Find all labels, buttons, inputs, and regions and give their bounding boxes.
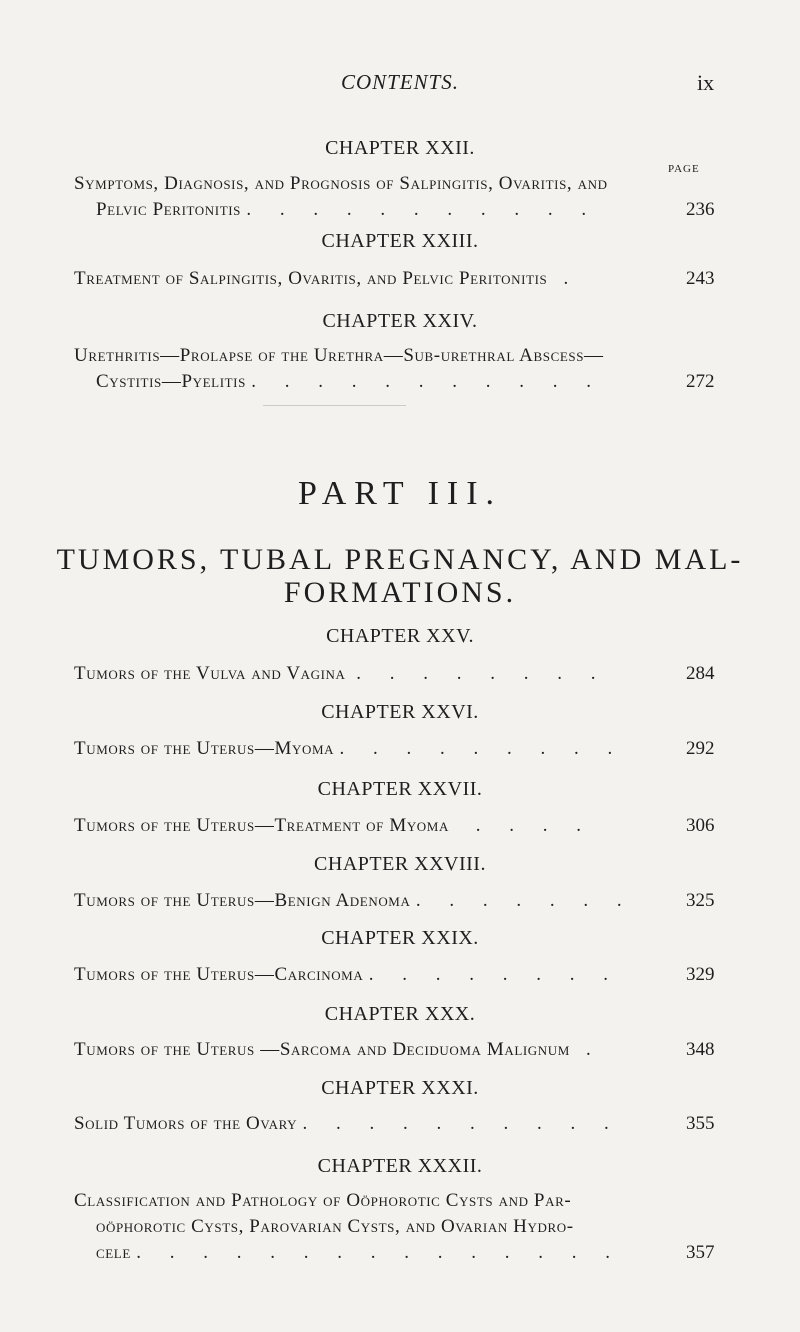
entry-title-text: Tumors of the Uterus—Benign Adenoma <box>74 890 411 911</box>
leader-dots: . . . . . . . . . . . . . . . <box>136 1242 623 1263</box>
entry-title-text: Treatment of Salpingitis, Ovaritis, and Pelvic Peritonitis <box>74 268 548 289</box>
chapter-heading: CHAPTER XXIX. <box>321 927 479 949</box>
entry-title-text: Tumors of the Uterus—Carcinoma <box>74 964 364 985</box>
entry-title-line <box>74 197 684 223</box>
part-title: PART III. <box>297 475 503 512</box>
entry-page-number: 329 <box>686 964 715 985</box>
leader-dots: . . . . . . . . . <box>339 738 625 759</box>
entry-title-line <box>74 369 684 395</box>
entry-page-number: 272 <box>686 371 715 392</box>
entry-title-text: Tumors of the Vulva and Vagina <box>74 663 346 684</box>
entry-page-number: 325 <box>686 890 715 911</box>
toc-entry[interactable] <box>74 661 684 687</box>
chapter-heading: CHAPTER XXVII. <box>317 778 483 800</box>
entry-title-text: Solid Tumors of the Ovary <box>74 1113 298 1134</box>
leader-dots: . . . . . . . . <box>356 663 608 684</box>
entry-title-line: oöphorotic Cysts, Parovarian Cysts, and Ovarian Hydro- <box>96 1216 574 1237</box>
entry-title-line <box>74 661 684 687</box>
leader-dots: . <box>585 1039 603 1060</box>
chapter-heading: CHAPTER XXIII. <box>321 230 479 252</box>
entry-title-line <box>74 888 684 914</box>
leader-dots: . . . . . . . . . . <box>302 1113 621 1134</box>
running-title: CONTENTS. <box>340 70 460 94</box>
entry-title-line: Classification and Pathology of Oöphorotic Cysts and Par- <box>74 1190 572 1211</box>
entry-title-text: Tumors of the Uterus—Treatment of Myoma <box>74 815 449 836</box>
chapter-heading: CHAPTER XXX. <box>324 1003 476 1025</box>
entry-title-line <box>74 1240 684 1266</box>
page-number: ix <box>697 70 715 95</box>
chapter-heading: CHAPTER XXXI. <box>321 1077 479 1099</box>
part-subtitle: TUMORS, TUBAL PREGNANCY, AND MAL- <box>56 543 744 576</box>
chapter-heading: CHAPTER XXXII. <box>317 1155 483 1177</box>
toc-entry[interactable] <box>74 1037 684 1063</box>
leader-dots: . . . . . . . . . . . <box>251 371 604 392</box>
entry-page-number: 357 <box>686 1242 715 1263</box>
leader-dots: . . . . <box>475 815 593 836</box>
running-head <box>0 70 800 100</box>
entry-title-line: Symptoms, Diagnosis, and Prognosis of Salpingitis, Ovaritis, and <box>74 173 608 194</box>
page-column-label: PAGE <box>668 163 700 175</box>
entry-title-line <box>74 736 684 762</box>
toc-entry[interactable] <box>74 813 684 839</box>
entry-title-line <box>74 813 684 839</box>
chapter-heading: CHAPTER XXVI. <box>321 701 479 723</box>
section-divider <box>263 405 406 406</box>
entry-page-number: 306 <box>686 815 715 836</box>
entry-title-line: Urethritis—Prolapse of the Urethra—Sub-urethral Abscess— <box>74 345 604 366</box>
entry-title-line <box>74 266 684 292</box>
entry-page-number: 292 <box>686 738 715 759</box>
chapter-heading: CHAPTER XXII. <box>325 137 475 159</box>
toc-entry[interactable] <box>74 888 684 914</box>
entry-title-text: Tumors of the Uterus —Sarcoma and Deciduoma Malignum <box>74 1039 570 1060</box>
leader-dots: . <box>563 268 581 289</box>
entry-title-line <box>74 1111 684 1137</box>
toc-entry[interactable] <box>74 171 684 223</box>
entry-title-text: cele <box>96 1242 131 1263</box>
leader-dots: . . . . . . . . <box>368 964 620 985</box>
entry-title-line <box>74 1037 684 1063</box>
toc-entry[interactable] <box>74 343 684 395</box>
chapter-heading: CHAPTER XXIV. <box>322 310 478 332</box>
entry-page-number: 243 <box>686 268 715 289</box>
part-subtitle: FORMATIONS. <box>283 576 517 609</box>
chapter-heading: CHAPTER XXV. <box>326 625 474 647</box>
chapter-heading: CHAPTER XXVIII. <box>314 853 486 875</box>
entry-page-number: 236 <box>686 199 715 220</box>
entry-title-text: Cystitis—Pyelitis <box>96 371 246 392</box>
entry-page-number: 348 <box>686 1039 715 1060</box>
toc-entry[interactable] <box>74 1111 684 1137</box>
toc-entry[interactable] <box>74 962 684 988</box>
leader-dots: . . . . . . . <box>415 890 634 911</box>
entry-title-line <box>74 962 684 988</box>
entry-page-number: 284 <box>686 663 715 684</box>
leader-dots: . . . . . . . . . . . <box>246 199 599 220</box>
toc-entry[interactable] <box>74 266 684 292</box>
toc-entry[interactable] <box>74 1188 684 1266</box>
entry-title-text: Pelvic Peritonitis <box>96 199 242 220</box>
entry-page-number: 355 <box>686 1113 715 1134</box>
toc-entry[interactable] <box>74 736 684 762</box>
entry-title-text: Tumors of the Uterus—Myoma <box>74 738 335 759</box>
